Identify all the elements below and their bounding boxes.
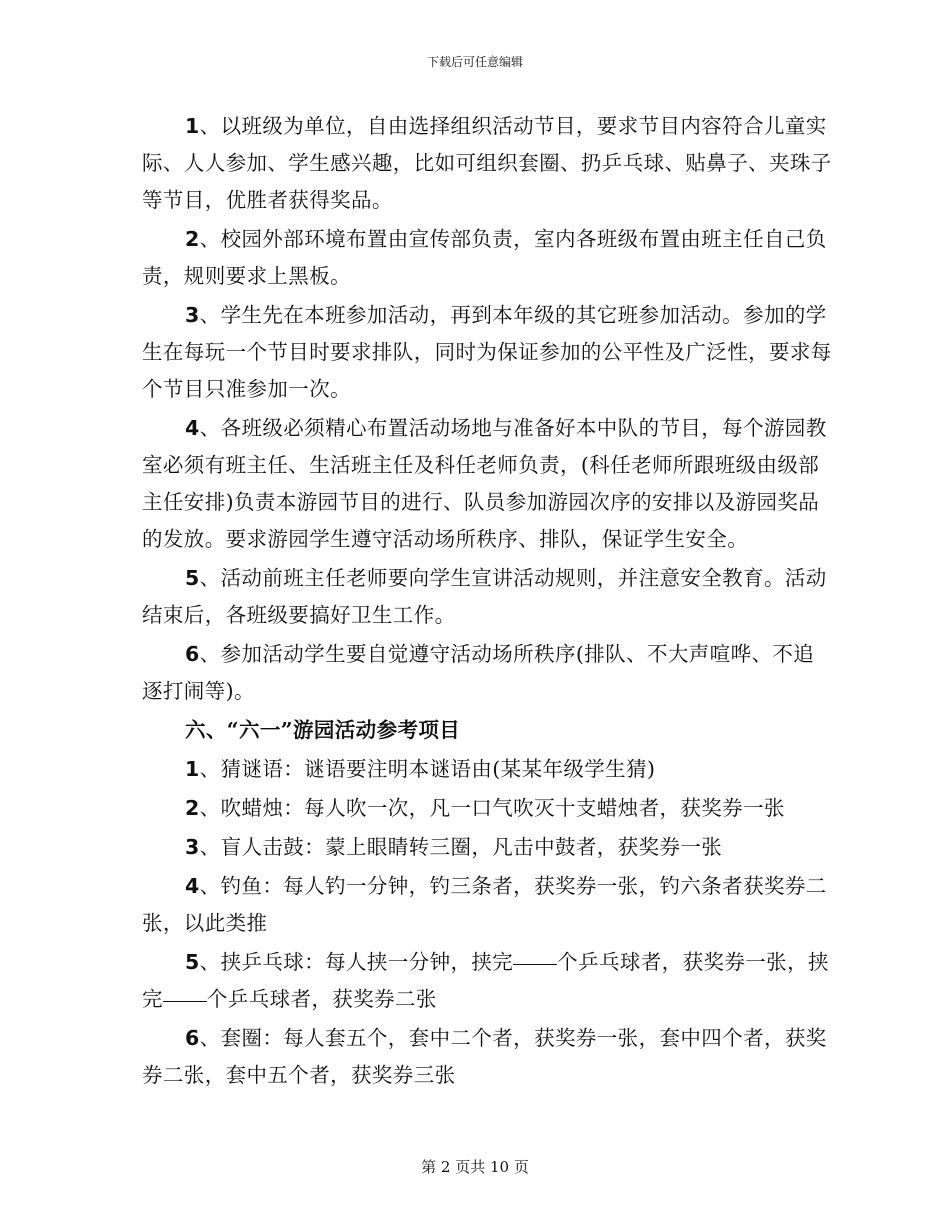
item-number: 6 (185, 1026, 200, 1050)
item-number: 2 (185, 796, 200, 820)
item-6 (142, 1020, 832, 1094)
paragraph-2 (142, 221, 832, 295)
paragraph-text: 、以班级为单位，自由选择组织活动节目，要求节目内容符合儿童实际、人人参加、学生感兴趣，比如可组织套圈、扔乒乓球、贴鼻子、夹珠子等节目，优胜者获得奖品。 (142, 114, 832, 212)
paragraph-4 (142, 410, 832, 558)
item-text: 、猜谜语：谜语要注明本谜语由(某某年级学生猜) (199, 757, 656, 781)
paragraph-5 (142, 560, 832, 634)
page-header: 下载后可任意编辑 (426, 55, 523, 69)
paragraph-text: 、参加活动学生要自觉遵守活动场所秩序(排队、不大声喧哗、不追逐打闹等)。 (142, 642, 815, 703)
section-heading: 六、“六一”游园活动参考项目 (185, 718, 461, 742)
paragraph-number: 3 (185, 303, 200, 327)
item-5 (142, 944, 832, 1018)
item-4 (142, 868, 832, 942)
paragraph-text: 、校园外部环境布置由宣传部负责，室内各班级布置由班主任自己负责，规则要求上黑板。 (142, 227, 827, 288)
paragraph-text: 、学生先在本班参加活动，再到本年级的其它班参加活动。参加的学生在每玩一个节目时要求排队，同时为保证参加的公平性及广泛性，要求每个节目只准参加一次。 (142, 303, 832, 401)
paragraph-6 (142, 636, 832, 710)
fill-in-blank (163, 1000, 207, 1002)
item-text: 、盲人击鼓：蒙上眼睛转三圈，凡击中鼓者，获奖券一张 (199, 835, 723, 859)
item-text: 、吹蜡烛：每人吹一次，凡一口气吹灭十支蜡烛者，获奖券一张 (199, 796, 785, 820)
item-2 (142, 790, 832, 827)
paragraph-number: 1 (185, 114, 200, 138)
document-body (142, 108, 832, 1096)
paragraph-number: 2 (185, 227, 200, 251)
paragraph-3 (142, 297, 832, 408)
item-number: 1 (185, 757, 200, 781)
item-text: 、钓鱼：每人钓一分钟，钓三条者，获奖券一张，钓六条者获奖券二张，以此类推 (142, 874, 827, 935)
paragraph-number: 6 (185, 642, 200, 666)
item-1 (142, 751, 832, 788)
item-3 (142, 829, 832, 866)
page-footer: 第 2 页共 10 页 (421, 1158, 529, 1176)
item-text: 个乒乓球者，获奖券二张 (206, 987, 437, 1011)
paragraph-text: 、各班级必须精心布置活动场地与准备好本中队的节目，每个游园教室必须有班主任、生活班主任及科任老师负责，(科任老师所跟班级由级部主任安排)负责本游园节目的进行、队员参加游园次序的安排以及游园奖品的发放。要求游园学生遵守活动场所秩序、排队，保证学生安全。 (142, 416, 827, 551)
item-number: 5 (185, 950, 200, 974)
item-text: 个乒乓球者，获奖券一张，挟完 (142, 950, 829, 1011)
paragraph-1 (142, 108, 832, 219)
item-text: 、套圈：每人套五个，套中二个者，获奖券一张，套中四个者，获奖券二张，套中五个者，获奖券三张 (142, 1026, 827, 1087)
item-text: 、挟乒乓球：每人挟一分钟，挟完 (199, 950, 514, 974)
item-number: 3 (185, 835, 200, 859)
paragraph-number: 5 (185, 566, 200, 590)
item-number: 4 (185, 874, 200, 898)
fill-in-blank (513, 963, 557, 965)
paragraph-text: 、活动前班主任老师要向学生宣讲活动规则，并注意安全教育。活动结束后，各班级要搞好卫生工作。 (142, 566, 827, 627)
paragraph-number: 4 (185, 416, 200, 440)
